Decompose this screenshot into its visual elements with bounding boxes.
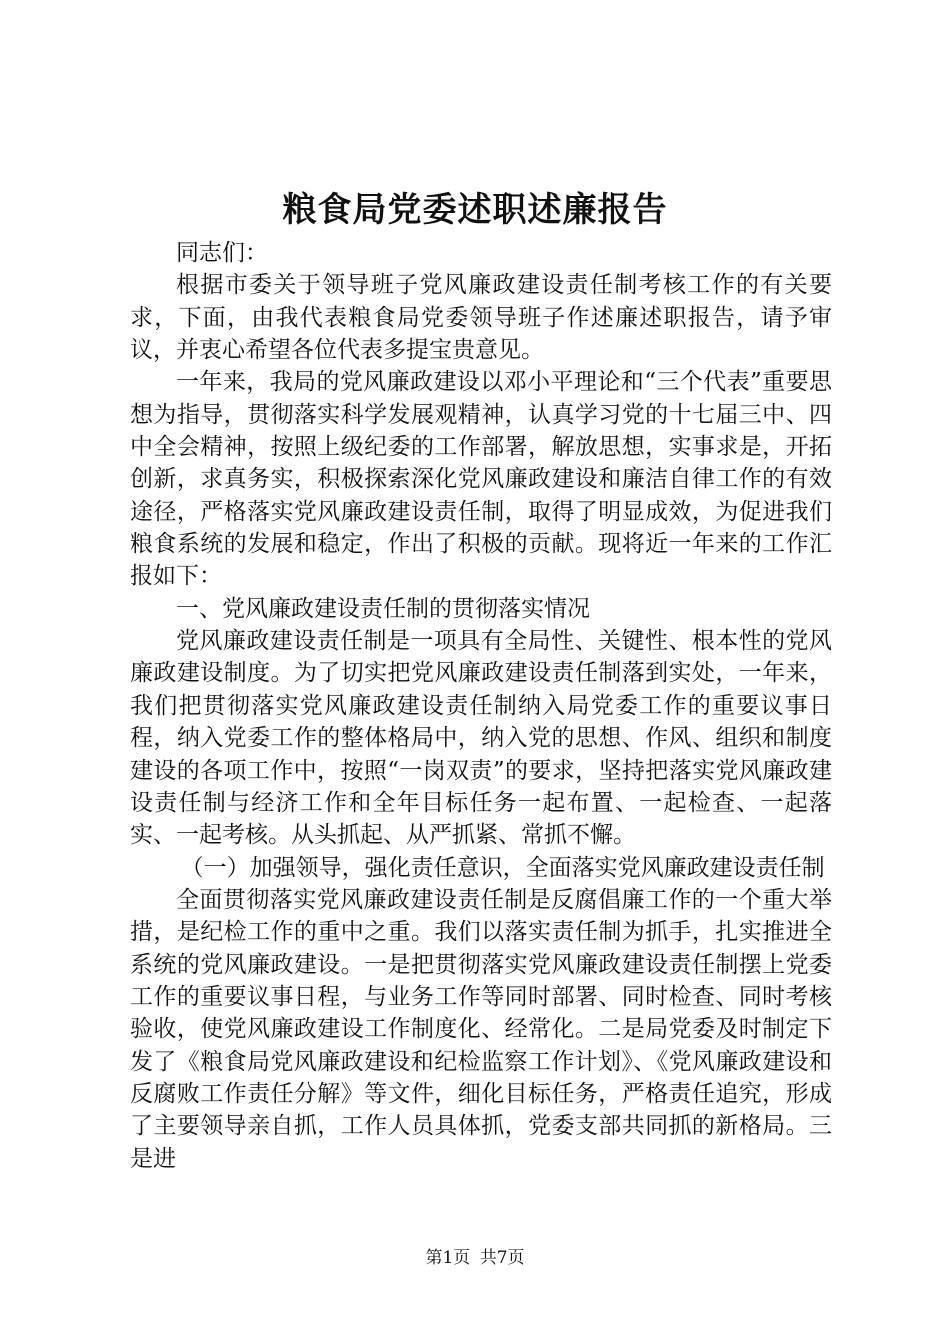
body-paragraph: 党风廉政建设责任制是一项具有全局性、关键性、根本性的党风廉政建设制度。为了切实把党风廉政建设责任制落到实处，一年来，我们把贯彻落实党风廉政建设责任制纳入局党委工作的重要议事日程，纳入党委工作的整体格局中，纳入党的思想、作风、组织和制度建设的各项工作中，按照“一岗双责”的要求，坚持把落实党风廉政建设责任制与经济工作和全年目标任务一起布置、一起检查、一起落实、一起考核。从头抓起、从严抓紧、常抓不懈。 [130, 628, 832, 849]
document-title: 粮食局党委述职述廉报告 [282, 190, 668, 230]
page-number: 第1页 [425, 1248, 471, 1268]
body-paragraph: 根据市委关于领导班子党风廉政建设责任制考核工作的有关要求，下面，由我代表粮食局党委领导班子作述廉述职报告，请予审议，并衷心希望各位代表多提宝贵意见。 [130, 272, 832, 364]
body-paragraph: 一年来，我局的党风廉政建设以邓小平理论和“三个代表”重要思想为指导，贯彻落实科学发展观精神，认真学习党的十七届三中、四中全会精神，按照上级纪委的工作部署，解放思想，实事求是，开拓创新，求真务实，积极探索深化党风廉政建设和廉洁自律工作的有效途径，严格落实党风廉政建设责任制，取得了明显成效，为促进我们粮食系统的发展和稳定，作出了积极的贡献。现将近一年来的工作汇报如下： [130, 369, 832, 590]
document-body [130, 237, 832, 1175]
body-paragraph: 全面贯彻落实党风廉政建设责任制是反腐倡廉工作的一个重大举措，是纪检工作的重中之重。我们以落实责任制为抓手，扎实推进全系统的党风廉政建设。一是把贯彻落实党风廉政建设责任制摆上党委工作的重要议事日程，与业务工作等同时部署、同时检查、同时考核验收，使党风廉政建设工作制度化、经常化。二是局党委及时制定下发了《粮食局党风廉政建设和纪检监察工作计划》、《党风廉政建设和反腐败工作责任分解》等文件，细化目标任务，严格责任追究，形成了主要领导亲自抓，工作人员具体抓，党委支部共同抓的新格局。三是进 [130, 886, 832, 1172]
subsection-heading: （一）加强领导，强化责任意识，全面落实党风廉政建设责任制 [180, 854, 825, 881]
salutation-paragraph: 同志们： [176, 240, 268, 266]
section-heading: 一、党风廉政建设责任制的贯彻落实情况 [176, 595, 590, 622]
page-footer [0, 1247, 950, 1269]
page-total: 共7页 [479, 1248, 525, 1268]
